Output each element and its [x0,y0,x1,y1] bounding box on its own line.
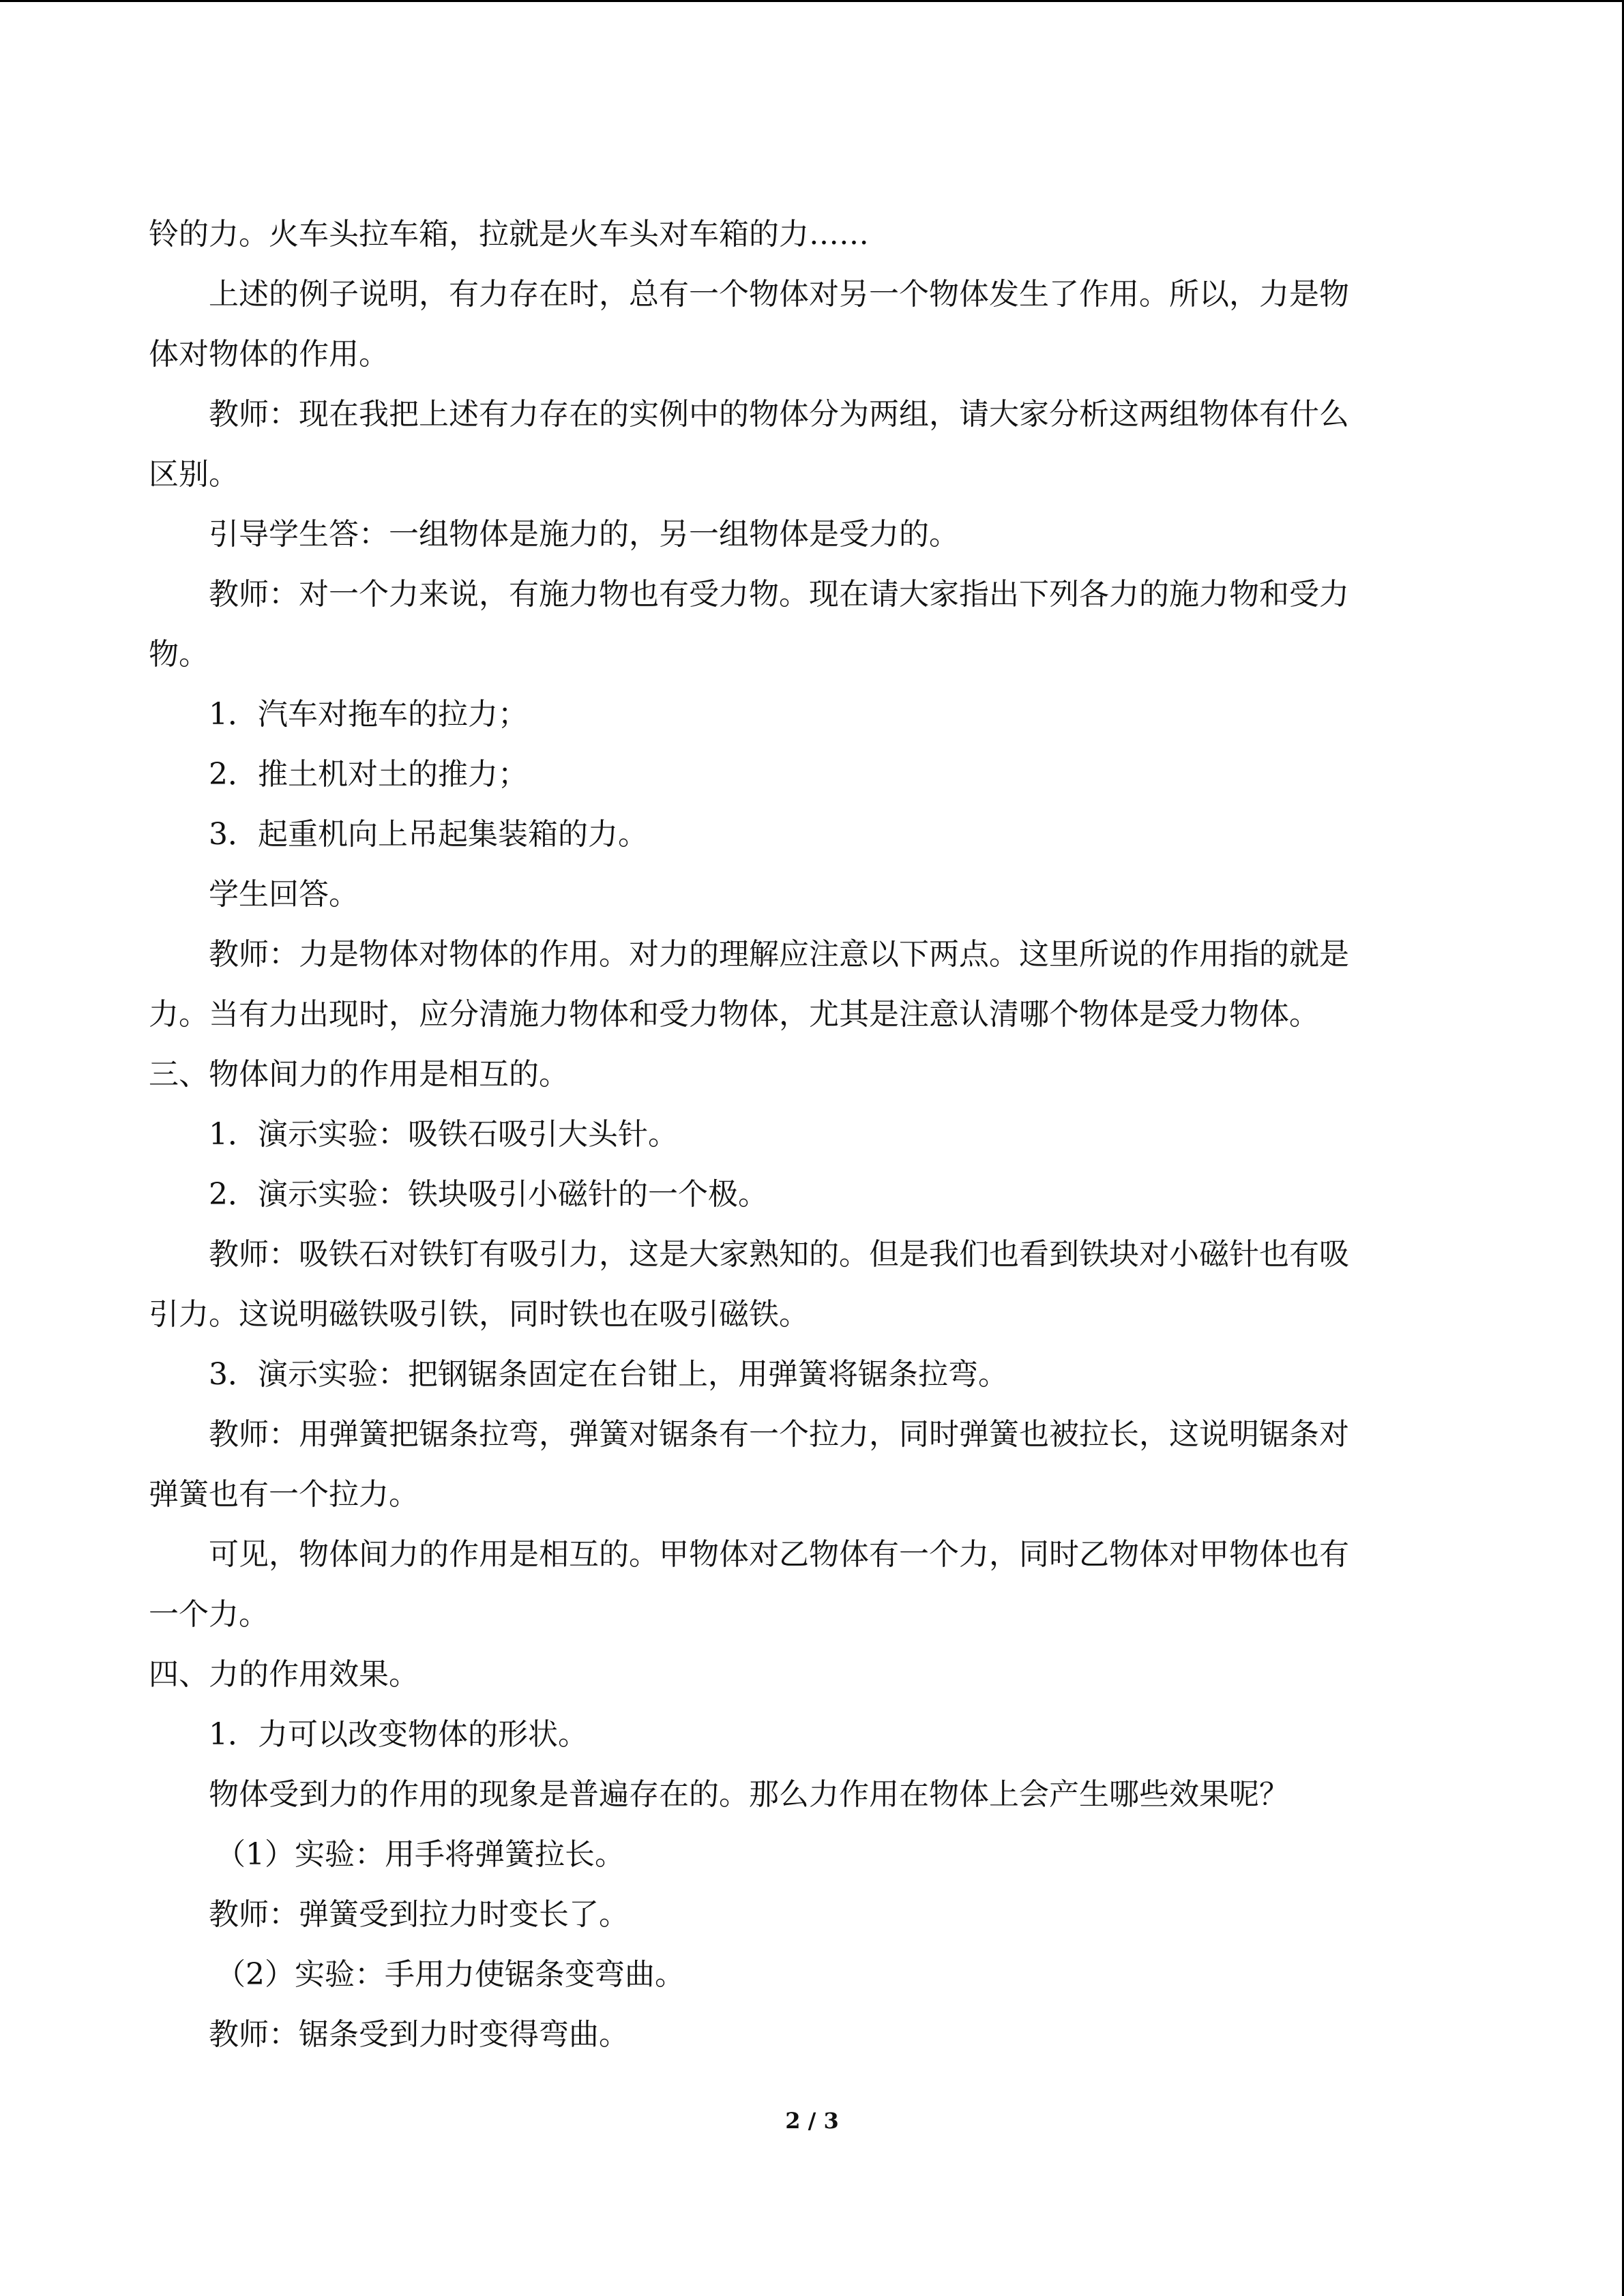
paragraph-line: 铃的力。火车头拉车箱，拉就是火车头对车箱的力…… [149,217,869,252]
paragraph-line: 区别。 [149,457,239,492]
paragraph-line: 物。 [149,637,209,672]
top-border-rule [0,0,1624,2]
paragraph-line: 力。当有力出现时，应分清施力物体和受力物体，尤其是注意认清哪个物体是受力物体。 [149,997,1319,1032]
paragraph-line: 体对物体的作用。 [149,337,389,372]
list-item: 3．演示实验：把钢锯条固定在台钳上，用弹簧将锯条拉弯。 [209,1357,1008,1392]
paragraph-line: 教师：力是物体对物体的作用。对力的理解应注意以下两点。这里所说的作用指的就是 [209,937,1349,972]
paragraph-line: 教师：吸铁石对铁钉有吸引力，这是大家熟知的。但是我们也看到铁块对小磁针也有吸 [209,1237,1349,1272]
paragraph-line: 教师：用弹簧把锯条拉弯，弹簧对锯条有一个拉力，同时弹簧也被拉长，这说明锯条对 [209,1417,1349,1452]
paragraph-line: 一个力。 [149,1597,269,1632]
paragraph-line: 可见，物体间力的作用是相互的。甲物体对乙物体有一个力，同时乙物体对甲物体也有 [209,1537,1349,1572]
list-item: 1．力可以改变物体的形状。 [209,1717,588,1752]
list-item: 2．推土机对土的推力； [209,757,528,792]
list-item: 3．起重机向上吊起集装箱的力。 [209,817,648,852]
paragraph-line: 上述的例子说明，有力存在时，总有一个物体对另一个物体发生了作用。所以，力是物 [209,277,1349,312]
paragraph-line: 教师：锯条受到力时变得弯曲。 [209,2017,629,2052]
list-item: （1）实验：用手将弹簧拉长。 [216,1837,625,1872]
list-item: 1．演示实验：吸铁石吸引大头针。 [209,1117,678,1152]
paragraph-line: 引导学生答：一组物体是施力的，另一组物体是受力的。 [209,517,959,552]
section-heading: 三、物体间力的作用是相互的。 [149,1057,569,1092]
paragraph-line: 学生回答。 [209,877,359,912]
paragraph-line: 物体受到力的作用的现象是普遍存在的。那么力作用在物体上会产生哪些效果呢？ [209,1777,1289,1812]
paragraph-line: 教师：对一个力来说，有施力物也有受力物。现在请大家指出下列各力的施力物和受力 [209,577,1349,612]
paragraph-line: 引力。这说明磁铁吸引铁，同时铁也在吸引磁铁。 [149,1297,809,1332]
paragraph-line: 教师：弹簧受到拉力时变长了。 [209,1897,629,1932]
list-item: 2．演示实验：铁块吸引小磁针的一个极。 [209,1177,768,1212]
paragraph-line: 教师：现在我把上述有力存在的实例中的物体分为两组，请大家分析这两组物体有什么 [209,397,1349,432]
paragraph-line: 弹簧也有一个拉力。 [149,1477,419,1512]
page-number: 2 / 3 [785,2108,839,2134]
section-heading: 四、力的作用效果。 [149,1657,419,1692]
list-item: （2）实验：手用力使锯条变弯曲。 [216,1957,685,1992]
list-item: 1．汽车对拖车的拉力； [209,697,528,732]
